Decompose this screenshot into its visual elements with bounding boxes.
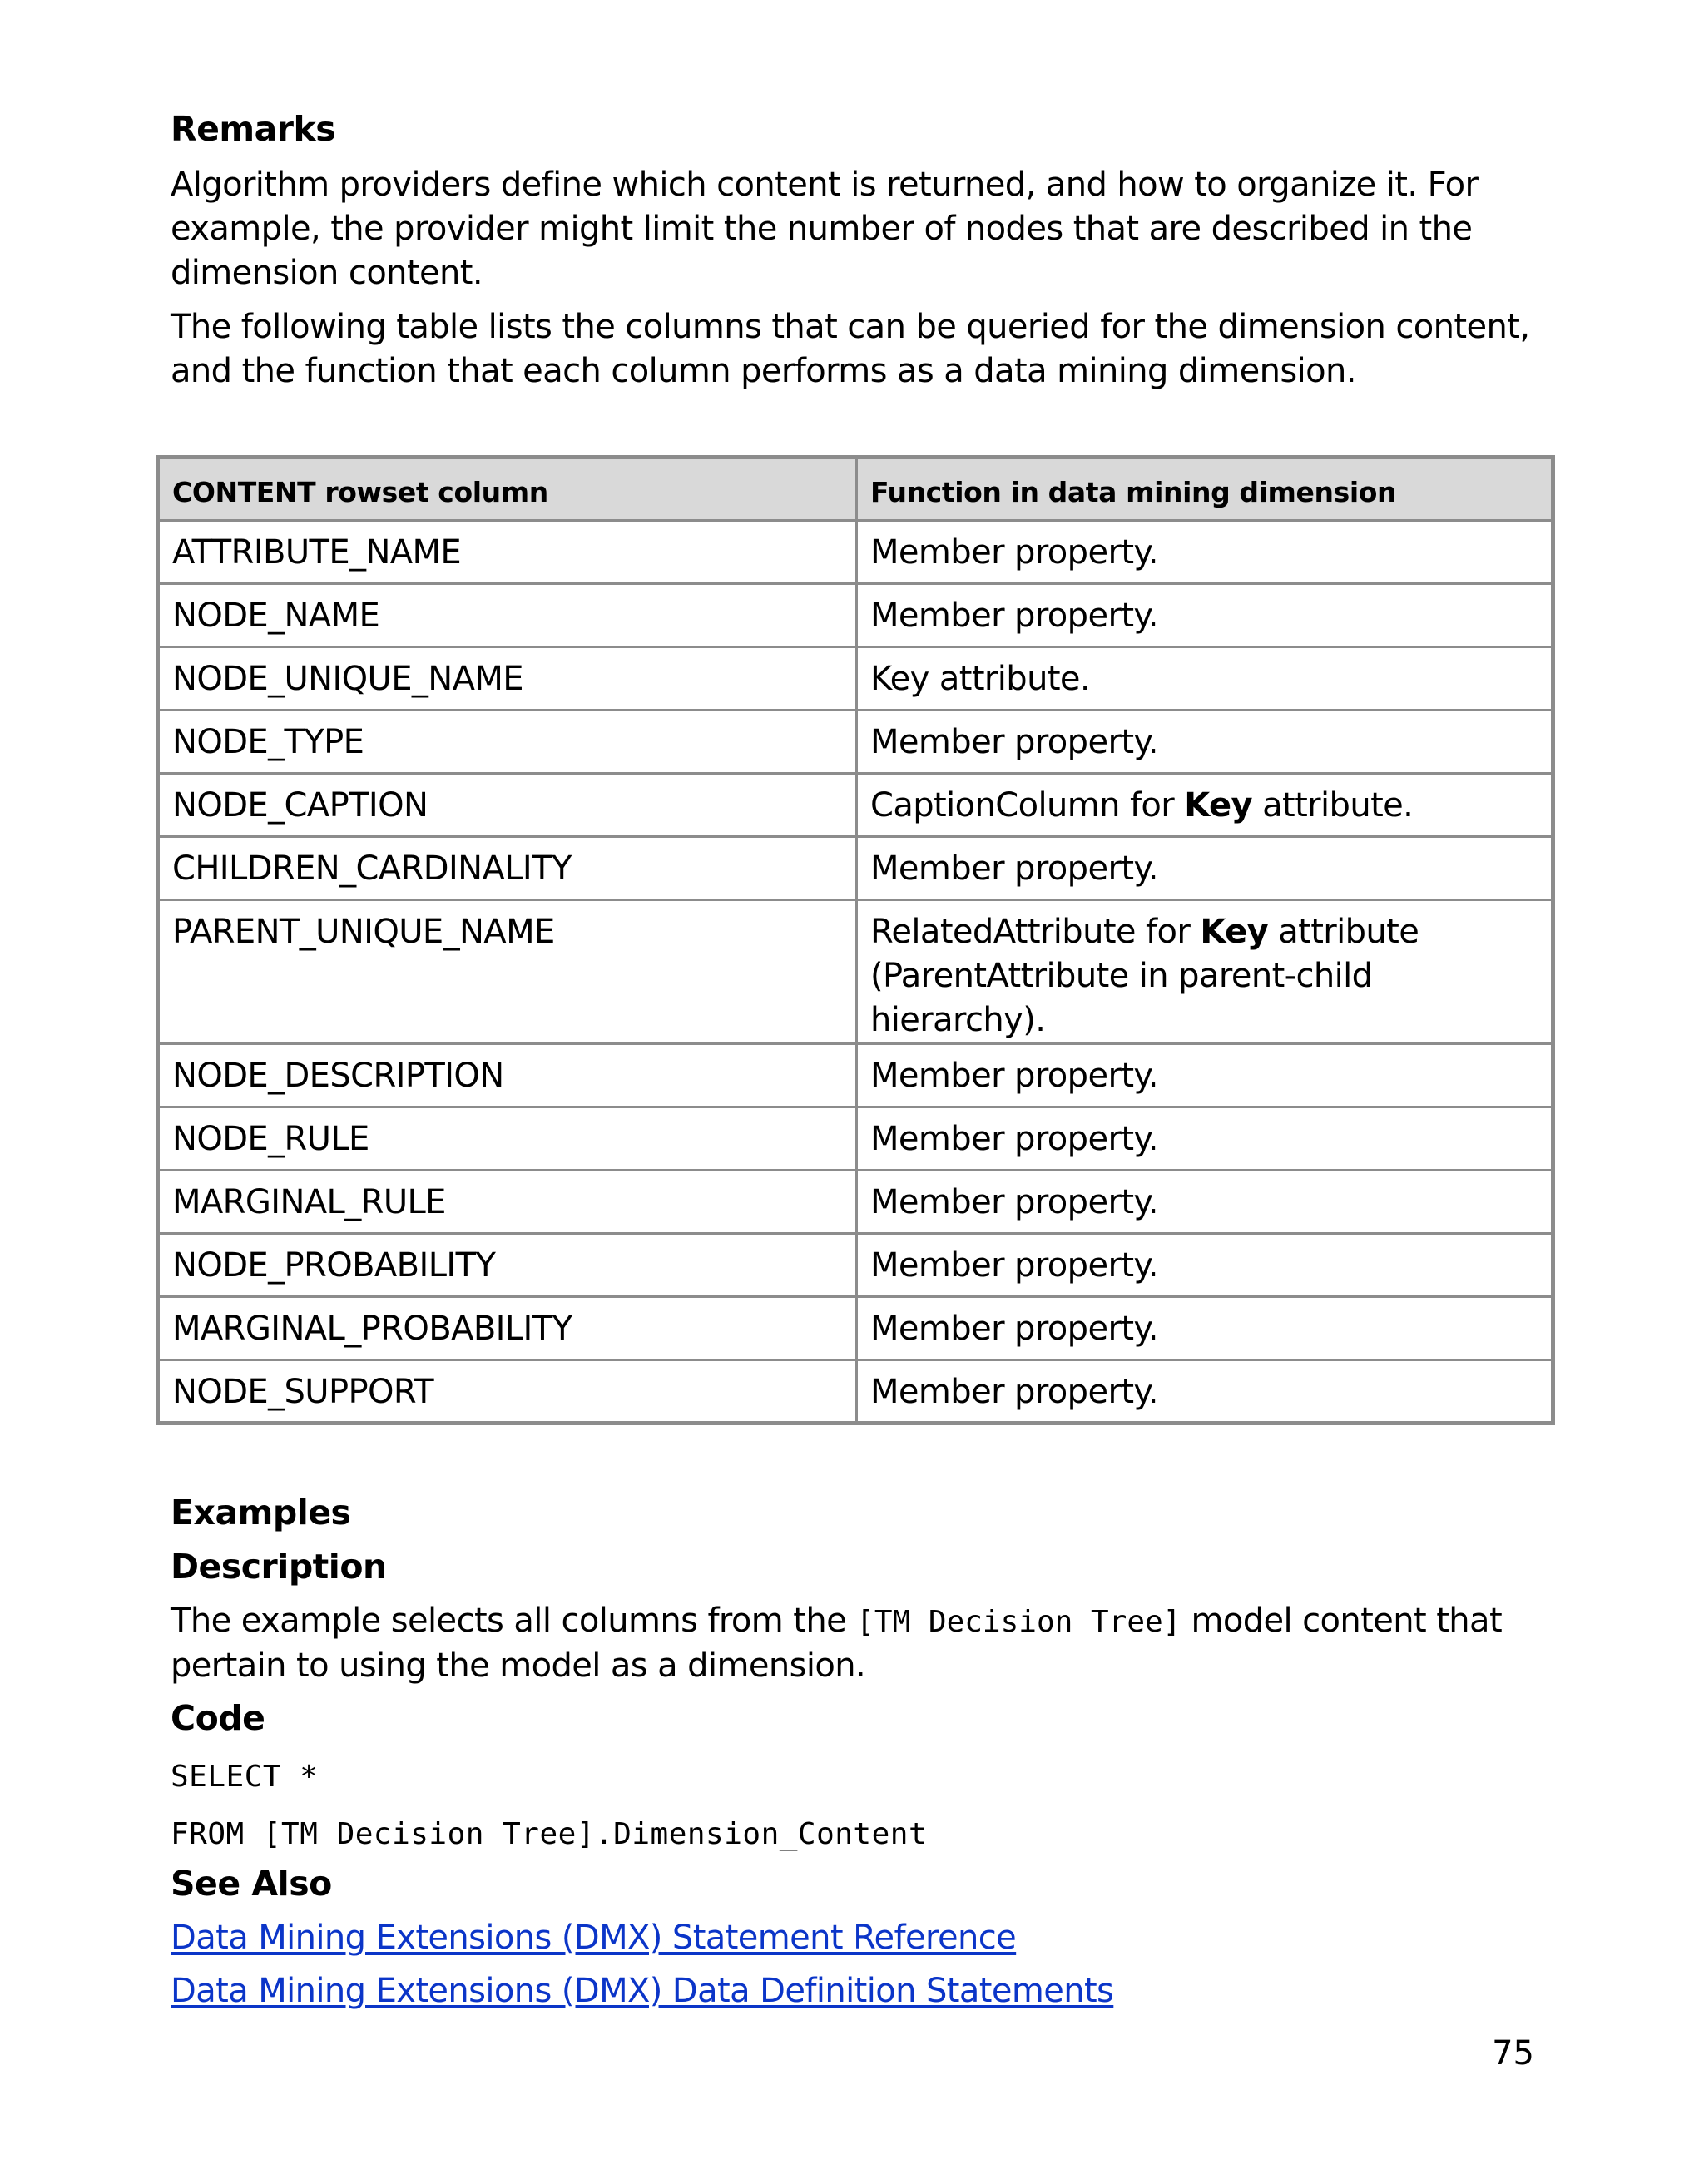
table-cell-function bbox=[857, 774, 1553, 837]
table-cell-column: CHILDREN_CARDINALITY bbox=[158, 837, 857, 900]
table-cell-function: Member property. bbox=[857, 1297, 1553, 1360]
table-row bbox=[158, 1044, 1553, 1107]
code-line-from: FROM [TM Decision Tree].Dimension_Content bbox=[171, 1817, 928, 1851]
function-text-pre: RelatedAttribute for bbox=[870, 913, 1201, 951]
function-text-bold: Key bbox=[1200, 913, 1269, 951]
table-cell-function: Member property. bbox=[857, 1044, 1553, 1107]
function-text-pre: CaptionColumn for bbox=[870, 786, 1185, 825]
code-heading: Code bbox=[171, 1698, 265, 1738]
table-cell-column: NODE_CAPTION bbox=[158, 774, 857, 837]
model-name-code: [TM Decision Tree] bbox=[856, 1605, 1181, 1639]
table-header-column: CONTENT rowset column bbox=[158, 458, 857, 521]
table-cell-function: Key attribute. bbox=[857, 647, 1553, 711]
table-cell-function: Member property. bbox=[857, 711, 1553, 774]
table-header-function: Function in data mining dimension bbox=[857, 458, 1553, 521]
table-row bbox=[158, 774, 1553, 837]
table-cell-column: NODE_SUPPORT bbox=[158, 1360, 857, 1424]
table-row bbox=[158, 711, 1553, 774]
table-row bbox=[158, 1297, 1553, 1360]
table-row bbox=[158, 1360, 1553, 1424]
table-row bbox=[158, 647, 1553, 711]
see-also-heading: See Also bbox=[171, 1864, 332, 1904]
see-also-link-2-wrapper bbox=[171, 1969, 1113, 2013]
table-row bbox=[158, 1107, 1553, 1171]
remarks-paragraph-1: Algorithm providers define which content is returned, and how to organize it. For example, the provider might limit the number of nodes that are described in the dimension content. bbox=[171, 166, 1479, 292]
table-row bbox=[158, 521, 1553, 584]
examples-heading: Examples bbox=[171, 1493, 351, 1533]
example-description bbox=[171, 1599, 1552, 1688]
table-row bbox=[158, 1234, 1553, 1297]
dmx-data-definition-link[interactable]: Data Mining Extensions (DMX) Data Definition Statements bbox=[171, 1972, 1114, 2010]
table-cell-function: Member property. bbox=[857, 1107, 1553, 1171]
code-line-select: SELECT * bbox=[171, 1760, 319, 1794]
table-cell-function bbox=[857, 900, 1553, 1044]
remarks-paragraph-2: The following table lists the columns that can be queried for the dimension content, and the function that each column performs as a data mining dimension. bbox=[171, 308, 1530, 390]
table-cell-function: Member property. bbox=[857, 1171, 1553, 1234]
table-cell-function: Member property. bbox=[857, 1360, 1553, 1424]
table-cell-function: Member property. bbox=[857, 837, 1553, 900]
table-cell-column: MARGINAL_PROBABILITY bbox=[158, 1297, 857, 1360]
table-cell-column: ATTRIBUTE_NAME bbox=[158, 521, 857, 584]
page-number: 75 bbox=[1492, 2034, 1534, 2073]
remarks-heading: Remarks bbox=[171, 109, 336, 149]
table-header-row bbox=[158, 458, 1553, 521]
description-heading: Description bbox=[171, 1547, 387, 1587]
table-row bbox=[158, 584, 1553, 647]
table-row bbox=[158, 837, 1553, 900]
table-cell-column: NODE_PROBABILITY bbox=[158, 1234, 857, 1297]
table-cell-function: Member property. bbox=[857, 521, 1553, 584]
see-also-link-1-wrapper bbox=[171, 1916, 1016, 1960]
function-text-bold: Key bbox=[1184, 786, 1252, 825]
table-cell-column: NODE_NAME bbox=[158, 584, 857, 647]
table-cell-column: PARENT_UNIQUE_NAME bbox=[158, 900, 857, 1044]
table-cell-column: NODE_TYPE bbox=[158, 711, 857, 774]
table-cell-function: Member property. bbox=[857, 584, 1553, 647]
function-text-post: attribute (ParentAttribute in parent-child hierarchy). bbox=[870, 913, 1419, 1039]
table-cell-column: NODE_RULE bbox=[158, 1107, 857, 1171]
table-cell-column: MARGINAL_RULE bbox=[158, 1171, 857, 1234]
content-columns-table bbox=[156, 455, 1555, 1425]
function-text-post: attribute. bbox=[1251, 786, 1414, 825]
table-cell-column: NODE_UNIQUE_NAME bbox=[158, 647, 857, 711]
description-text-pre: The example selects all columns from the bbox=[171, 1602, 857, 1640]
table-cell-column: NODE_DESCRIPTION bbox=[158, 1044, 857, 1107]
dmx-statement-reference-link[interactable]: Data Mining Extensions (DMX) Statement Reference bbox=[171, 1919, 1017, 1957]
description-text-post: model content that pertain to using the model as a dimension. bbox=[171, 1602, 1503, 1685]
table-row bbox=[158, 1171, 1553, 1234]
table-cell-function: Member property. bbox=[857, 1234, 1553, 1297]
table-row bbox=[158, 900, 1553, 1044]
